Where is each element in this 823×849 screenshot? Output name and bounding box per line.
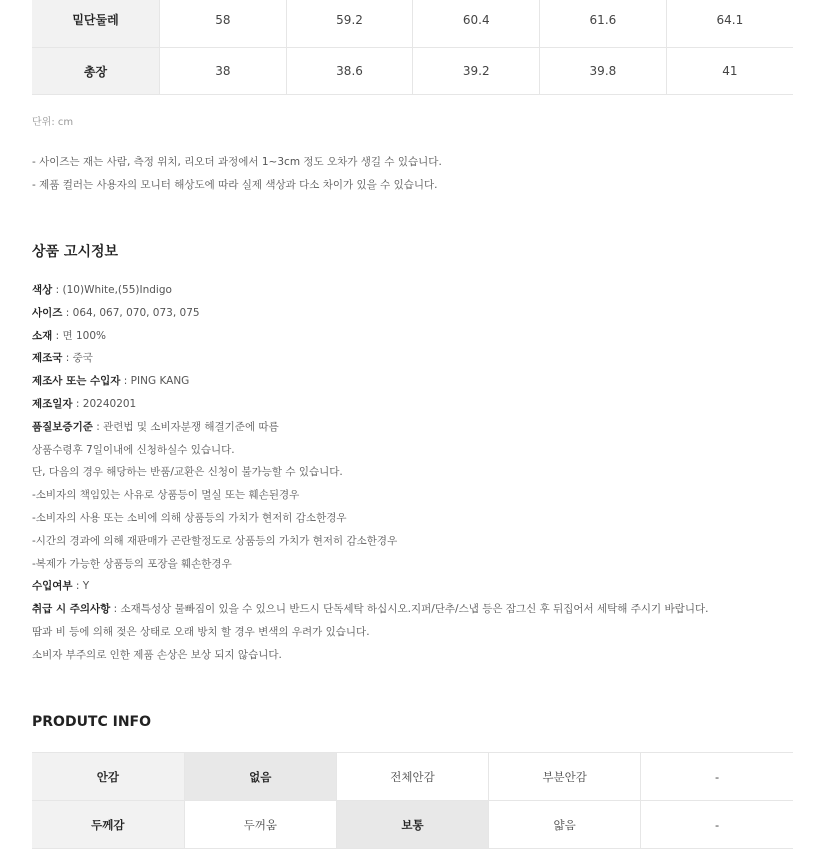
notice-item [32,621,812,644]
notice-key: 사이즈 [32,306,63,319]
notice-value: -소비자의 사용 또는 소비에 의해 상품등의 가치가 현저히 감소한경우 [32,511,347,524]
notice-item [32,507,812,530]
notice-item [32,347,812,370]
table-cell: 41 [666,48,793,95]
notice-value: -시간의 경과에 의해 재판매가 곤란할정도로 상품등의 가치가 현저히 감소한경우 [32,534,398,547]
option-cell: - [641,801,793,849]
table-cell: 59.2 [286,0,413,48]
notice-value: : (10)White,(55)Indigo [52,284,172,296]
table-cell: 60.4 [413,0,540,48]
notice-value: : 중국 [62,352,93,365]
notice-value: 땀과 비 등에 의해 젖은 상태로 오래 방치 할 경우 변색의 우려가 있습니다. [32,625,370,638]
notice-item [32,370,812,393]
table-cell: 64.1 [666,0,793,48]
notice-key: 제조일자 [32,397,73,410]
notice-item [32,302,812,325]
option-cell: - [641,753,793,801]
row-label: 안감 [32,753,184,801]
notice-item [32,439,812,462]
notice-key: 소재 [32,329,53,342]
notice-item [32,416,812,439]
notice-value: : 064, 067, 070, 073, 075 [62,306,200,319]
notice-item [32,644,812,667]
notice-key: 취급 시 주의사항 [32,603,111,616]
option-cell: 얇음 [489,801,641,849]
notice-item [32,484,812,507]
table-row [32,48,793,95]
option-cell-selected: 없음 [184,753,336,801]
notice-list [32,279,812,667]
notice-key: 제조국 [32,352,63,365]
table-cell: 61.6 [540,0,667,48]
notice-value: 상품수령후 7일이내에 신청하실수 있습니다. [32,443,235,456]
notice-item [32,575,812,598]
table-row [32,753,793,801]
notice-value: -소비자의 책임있는 사유로 상품등이 멸실 또는 훼손된경우 [32,489,300,502]
notice-value: 소비자 부주의로 인한 제품 손상은 보상 되지 않습니다. [32,648,282,661]
notice-key: 품질보증기준 [32,420,93,433]
note-line: - 제품 컬러는 사용자의 모니터 해상도에 따라 실제 색상과 다소 차이가 있을 수 있습니다. [32,179,438,191]
notice-value: : 소재특성상 물빠짐이 있을 수 있으니 반드시 단독세탁 하십시오.지퍼/단추/스냅 등은 잠그신 후 뒤집어서 세탁해 주시기 바랍니다. [110,603,709,616]
table-cell: 38 [160,48,287,95]
table-cell: 38.6 [286,48,413,95]
product-info-table [32,752,793,849]
notice-key: 색상 [32,284,53,296]
product-info-title: PRODUTC INFO [32,714,152,730]
notice-value: : 면 100% [52,329,107,342]
notice-value: : PING KANG [120,375,190,388]
notice-item [32,530,812,553]
table-row [32,0,793,48]
notice-item [32,461,812,484]
notice-item [32,393,812,416]
size-notes [32,151,442,197]
notice-title: 상품 고시정보 [32,244,119,260]
row-label: 밑단둘레 [32,0,160,48]
notice-value: : Y [72,580,90,593]
notice-value: : 관련법 및 소비자분쟁 해결기준에 따름 [92,420,279,433]
unit-note: 단위: cm [32,117,74,128]
size-table [32,0,793,95]
option-cell: 부분안감 [489,753,641,801]
table-cell: 39.8 [540,48,667,95]
notice-value: : 20240201 [72,397,137,410]
row-label: 총장 [32,48,160,95]
notice-value: -복제가 가능한 상품등의 포장을 훼손한경우 [32,557,232,570]
note-line: - 사이즈는 재는 사람, 측정 위치, 리오더 과정에서 1~3cm 정도 오차가 생길 수 있습니다. [32,156,442,168]
notice-item [32,553,812,576]
notice-item [32,279,812,302]
option-cell: 두꺼움 [184,801,336,849]
notice-key: 제조사 또는 수입자 [32,375,121,388]
option-cell: 전체안감 [336,753,488,801]
table-row [32,801,793,849]
notice-item [32,325,812,348]
table-cell: 39.2 [413,48,540,95]
row-label: 두께감 [32,801,184,849]
notice-value: 단, 다음의 경우 해당하는 반품/교환은 신청이 불가능할 수 있습니다. [32,466,343,479]
option-cell-selected: 보통 [336,801,488,849]
notice-item [32,598,812,621]
notice-key: 수입여부 [32,580,73,593]
table-cell: 58 [160,0,287,48]
